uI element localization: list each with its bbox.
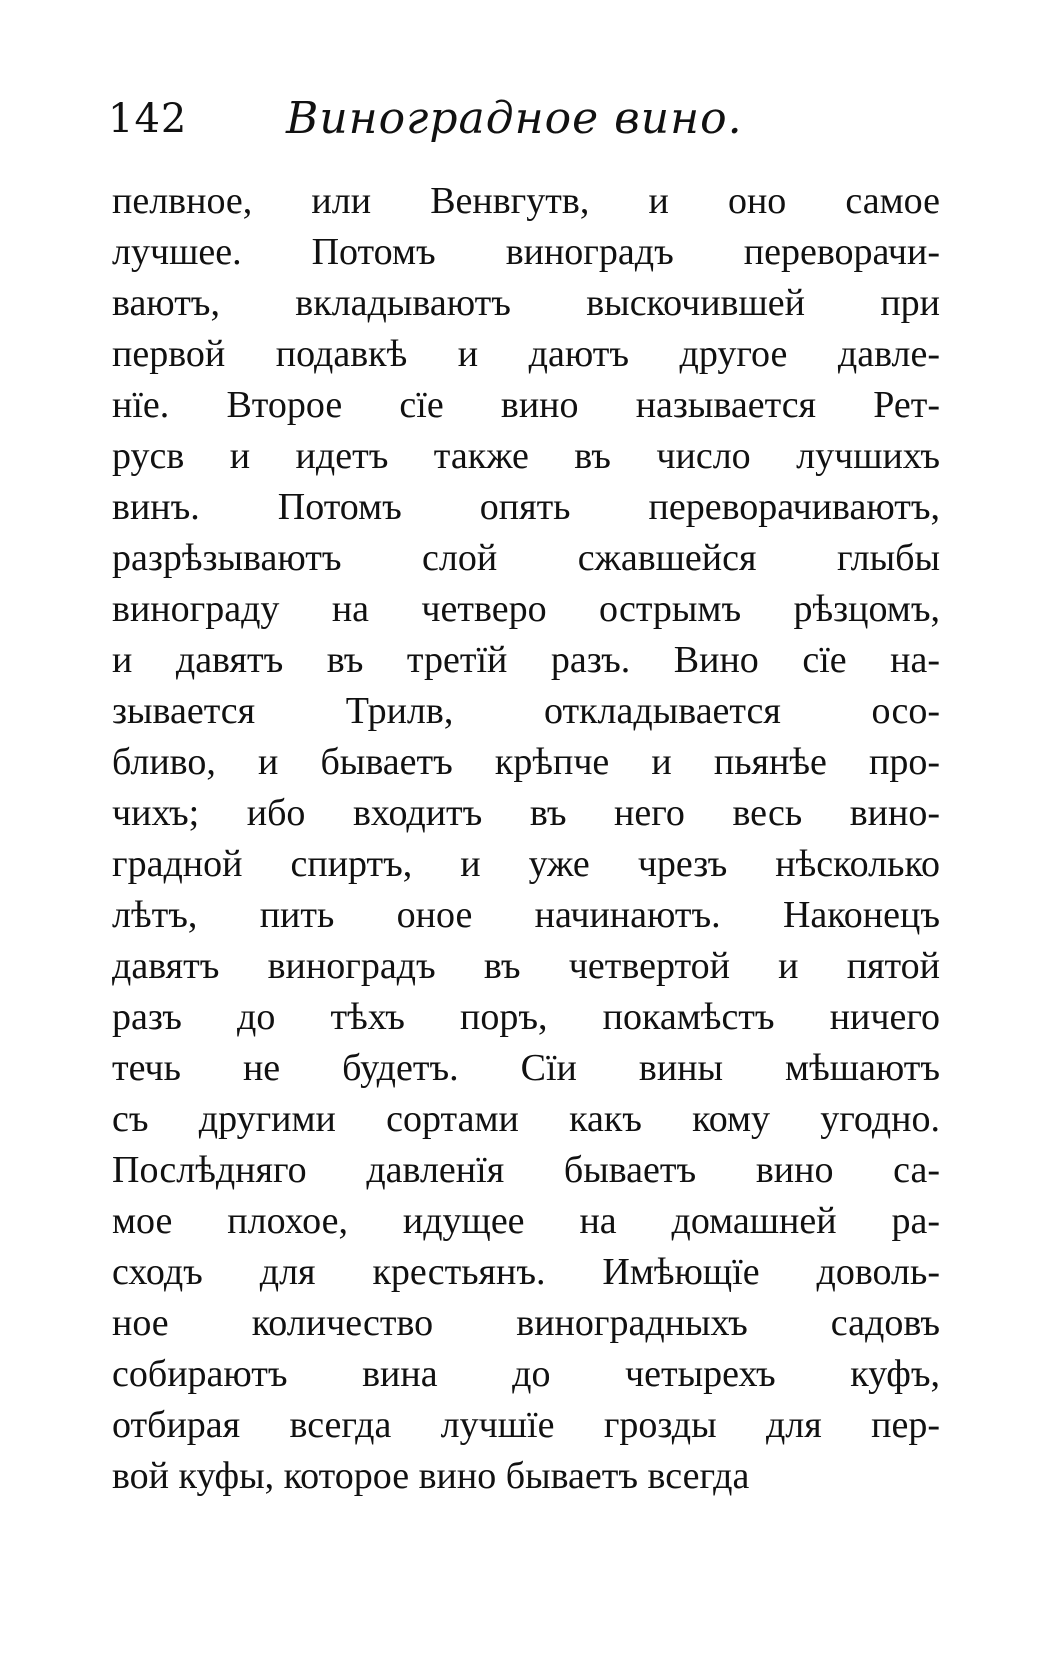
text-line: чихъ; ибо входитъ въ него весь вино- bbox=[112, 792, 940, 834]
text-line: пелвное, или Венвгутв, и оно самое bbox=[112, 180, 940, 222]
text-line: сходъ для крестьянъ. Имѣющїе доволь- bbox=[112, 1251, 940, 1293]
text-line: лѣтъ, пить оное начинаютъ. Наконецъ bbox=[112, 894, 940, 936]
text-line: винограду на четверо острымъ рѣзцомъ, bbox=[112, 588, 940, 630]
text-line: первой подавкѣ и даютъ другое давле- bbox=[112, 333, 940, 375]
body-text bbox=[112, 176, 940, 1502]
text-line: лучшее. Потомъ виноградъ переворачи- bbox=[112, 231, 940, 273]
text-line: отбирая всегда лучшїе грозды для пер- bbox=[112, 1404, 940, 1446]
text-line: разъ до тѣхъ поръ, покамѣстъ ничего bbox=[112, 996, 940, 1038]
text-line: мое плохое, идущее на домашней ра- bbox=[112, 1200, 940, 1242]
text-line: ное количество виноградныхъ садовъ bbox=[112, 1302, 940, 1344]
page-number: 142 bbox=[108, 96, 188, 142]
text-line: и давятъ въ третїй разъ. Вино сїе на- bbox=[112, 639, 940, 681]
text-line: разрѣзываютъ слой сжавшейся глыбы bbox=[112, 537, 940, 579]
text-line: давятъ виноградъ въ четвертой и пятой bbox=[112, 945, 940, 987]
text-line: винъ. Потомъ опять переворачиваютъ, bbox=[112, 486, 940, 528]
text-line: собираютъ вина до четырехъ куфъ, bbox=[112, 1353, 940, 1395]
running-title: Виноградное вино. bbox=[286, 93, 743, 144]
text-line: Послѣдняго давленїя бываетъ вино са- bbox=[112, 1149, 940, 1191]
text-line: вой куфы, которое вино бываетъ всегда bbox=[112, 1455, 750, 1497]
text-line: русв и идетъ также въ число лучшихъ bbox=[112, 435, 940, 477]
page-header bbox=[108, 88, 938, 150]
text-line: бливо, и бываетъ крѣпче и пьянѣе про- bbox=[112, 741, 940, 783]
text-line: зывается Трилв, откладывается осо- bbox=[112, 690, 940, 732]
text-line: ваютъ, вкладываютъ выскочившей при bbox=[112, 282, 940, 324]
text-line: течь не будетъ. Сїи вины мѣшаютъ bbox=[112, 1047, 940, 1089]
text-line: нїе. Второе сїе вино называется Рет- bbox=[112, 384, 940, 426]
text-line: градной спиртъ, и уже чрезъ нѣсколько bbox=[112, 843, 940, 885]
text-line: съ другими сортами какъ кому угодно. bbox=[112, 1098, 940, 1140]
